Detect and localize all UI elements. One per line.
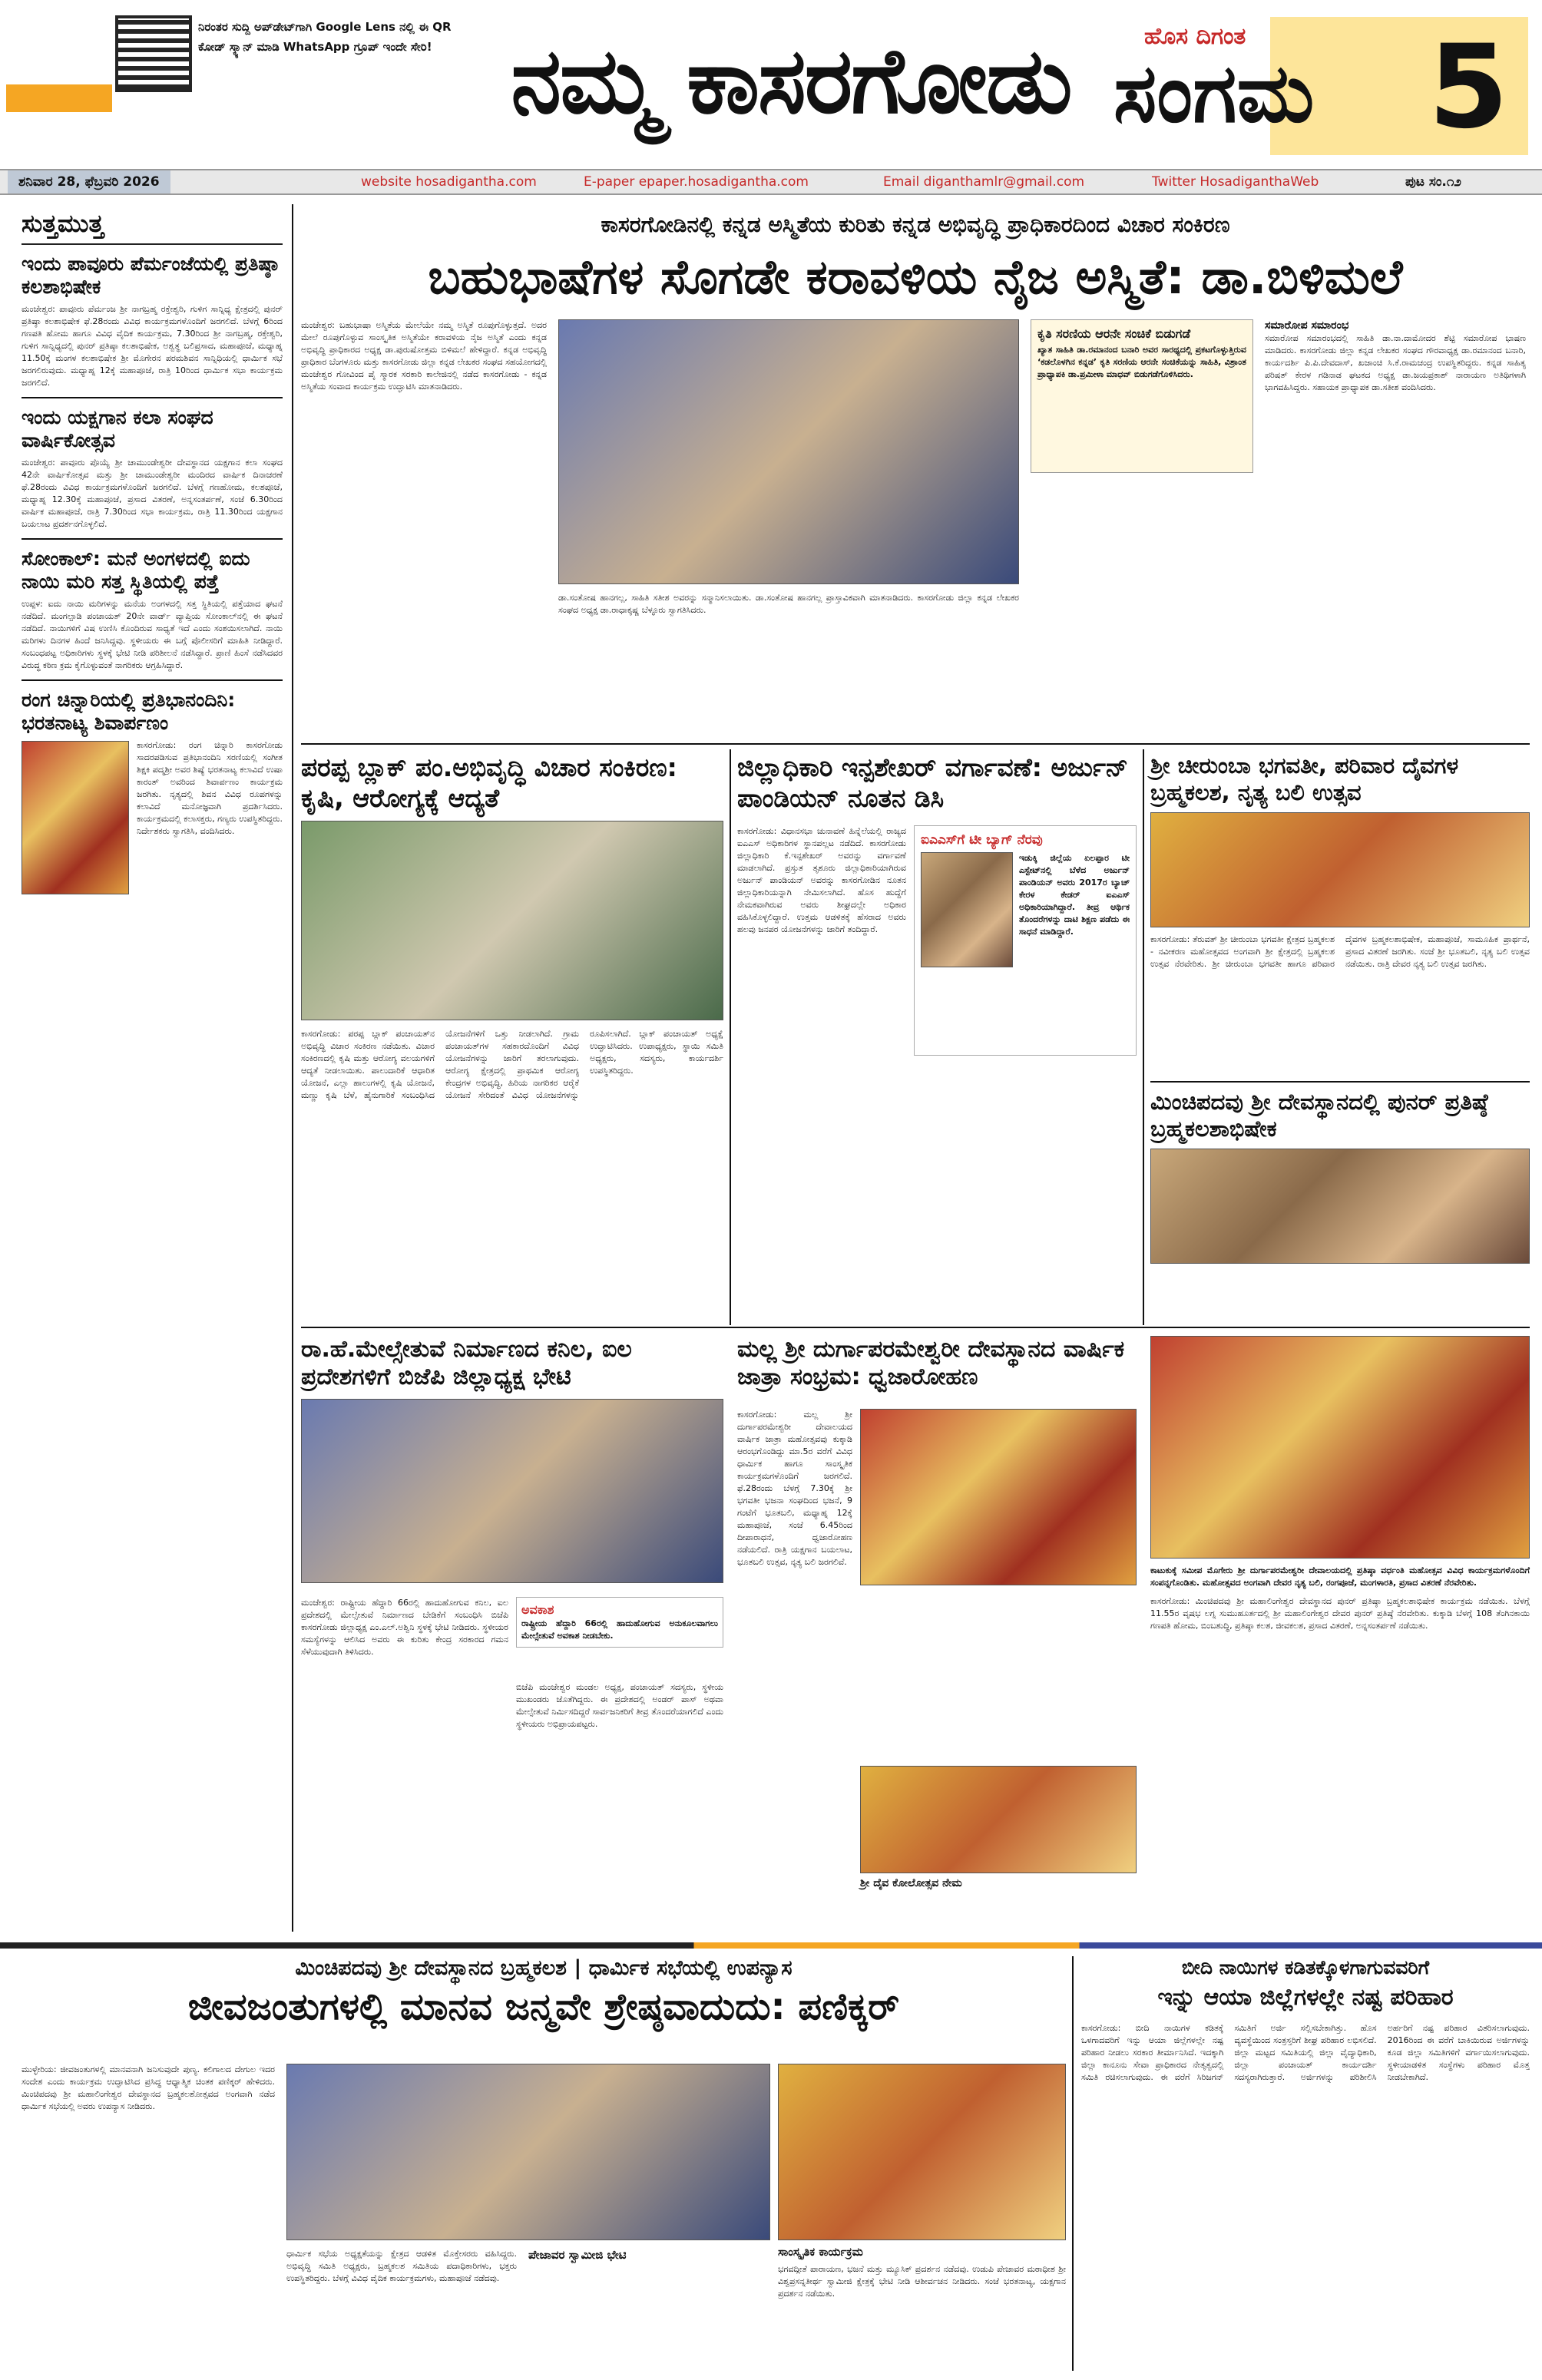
- info-bar: [0, 169, 1542, 195]
- page-count: ಪುಟ ಸಂ.೧೨: [1405, 174, 1461, 190]
- story-body: ಮಂಜೇಶ್ವರ: ಪಾವೂರು ಪೆರ್ಮಂಜ ಶ್ರೀ ನಾಗಬ್ರಹ್ಮ ರಕ್ತೇಶ್ವರಿ, ಗುಳಿಗ ಸಾನ್ನಿಧ್ಯ ಕ್ಷೇತ್ರದಲ್ಲಿ ಪುನರ್ ಪ್ರತಿಷ್ಠಾ ಕಲಶಾಭಿಷೇಕ ಫೆ.28ರಂದು ವಿವಿಧ ಕಾರ್ಯಕ್ರಮಗಳೊಂದಿಗೆ ಜರಗಲಿದೆ. ಬೆಳಗ್ಗೆ 6ರಿಂದ ಗಣಪತಿ ಹೋಮ ಹಾಗೂ ವಿವಿಧ ವೈದಿಕ ಕಾರ್ಯಕ್ರಮ, 7.30ರಿಂದ ಶ್ರೀ ನಾಗಬ್ರಹ್ಮ, ರಕ್ತೇಶ್ವರಿ, ಗುಳಿಗ ಸಾನ್ನಿಧ್ಯದಲ್ಲಿ ಪುನರ್ ಪ್ರತಿಷ್ಠಾ ಕಲಶಾಭಿಷೇಕ, ಅಶ್ವತ್ಥ ಬಲಿಪ್ರಸಾದ, ಮಹಾಪೂಜೆ, ಮಧ್ಯಾಹ್ನ 11.50ಕ್ಕೆ ಮಂಗಳ ಕಲಶಾಭಿಷೇಕ ಶ್ರೀ ಮೊಗೇರನ ಪರಮಶಿವನ ಸಾನ್ನಿಧಿಯಲ್ಲಿ ಧಾರ್ಮಿಕ ಸಭೆ ಜರಗಲಿರುವುದು. ಮಧ್ಯಾಹ್ನ 12ಕ್ಕೆ ಮಹಾಪೂಜೆ, ರಾತ್ರಿ 10ರಿಂದ ಧಾರ್ಮಿಕ ಸಭಾ ಕಾರ್ಯಕ್ರಮ ಜರಗಲಿದೆ.: [22, 304, 283, 388]
- orange-block: [6, 84, 112, 112]
- email[interactable]: Email diganthamlr@gmail.com: [883, 174, 1085, 190]
- box-body: ರಾಷ್ಟ್ರೀಯ ಹೆದ್ದಾರಿ 66ರಲ್ಲಿ ಹಾದುಹೋಗುವ ಅನುಕೂಲವಾಗಲು ಮೇಲ್ಸೇತುವೆ ಅವಕಾಶ ನೀಡಬೇಕು.: [521, 1618, 718, 1641]
- lead-story: [301, 204, 1530, 742]
- bottom-kicker: ಮಿಂಚಿಪದವು ಶ್ರೀ ದೇವಸ್ಥಾನದ ಬ್ರಹ್ಮಕಲಶ | ಧಾರ್ಮಿಕ ಸಭೆಯಲ್ಲಿ ಉಪನ್ಯಾಸ: [295, 1956, 793, 1980]
- brand-large: ಸಂಗಮ: [1113, 46, 1315, 140]
- story-body: ಕಾಸರಗೋಡು: ರಂಗ ಚಿನ್ನಾರಿ ಕಾಸರಗೋಡು ಸಾದರಪಡಿಸುವ ಪ್ರತಿಭಾನಂದಿನಿ ಸರಣಿಯಲ್ಲಿ ಸಂಗೀತ ಶಿಕ್ಷಕಿ ಪದ್ಮಶ್ರೀ ಅವರ ಶಿಷ್ಯೆ ಭರತನಾಟ್ಯ ಕಲಾವಿದೆ ಉಷಾ ಕಾರಂತ್ ಅವರಿಂದ ಶಿವಾರ್ಪಣಂ ಕಾರ್ಯಕ್ರಮ ಜರಗಿತು. ನೃತ್ಯದಲ್ಲಿ ಶಿವನ ವಿವಿಧ ರೂಪಗಳನ್ನು ಕಲಾವಿದೆ ಮನೋಜ್ಞವಾಗಿ ಪ್ರದರ್ಶಿಸಿದರು. ಕಾರ್ಯಕ್ರಮದಲ್ಲಿ ಕಲಾಸಕ್ತರು, ಗಣ್ಯರು ಉಪಸ್ಥಿತರಿದ್ದರು. ನಿರ್ದೇಶಕರು ಸ್ವಾಗತಿಸಿ, ವಂದಿಸಿದರು.: [137, 740, 283, 836]
- website[interactable]: website hosadigantha.com: [361, 174, 537, 190]
- story-photo: [860, 1409, 1137, 1585]
- story-block: [1150, 752, 1530, 1075]
- side-body: ಕಾಸರಗೋಡು: ಬೀದಿ ನಾಯಿಗಳ ಕಡಿತಕ್ಕೆ ಒಳಗಾದವರಿಗೆ ಇನ್ನು ಆಯಾ ಜಿಲ್ಲೆಗಳಲ್ಲೇ ನಷ್ಟ ಪರಿಹಾರ ನೀಡಲು ಸರಕಾರ ತೀರ್ಮಾನಿಸಿದೆ. ಇದಕ್ಕಾಗಿ ಜಿಲ್ಲಾ ಕಾನೂನು ಸೇವಾ ಪ್ರಾಧಿಕಾರದ ನೇತೃತ್ವದಲ್ಲಿ ಸಮಿತಿ ರಚಿಸಲಾಗುವುದು. ಈ ವರೆಗೆ ಸಿರಿಜಗನ್ ಸಮಿತಿಗೆ ಅರ್ಜಿ ಸಲ್ಲಿಸಬೇಕಾಗಿತ್ತು. ಹೊಸ ವ್ಯವಸ್ಥೆಯಿಂದ ಸಂತ್ರಸ್ತರಿಗೆ ಶೀಘ್ರ ಪರಿಹಾರ ಲಭಿಸಲಿದೆ. ಜಿಲ್ಲಾ ಮಟ್ಟದ ಸಮಿತಿಯಲ್ಲಿ ಜಿಲ್ಲಾ ವೈದ್ಯಾಧಿಕಾರಿ, ಜಿಲ್ಲಾ ಪಂಚಾಯತ್ ಕಾರ್ಯದರ್ಶಿ ಸದಸ್ಯರಾಗಿರುತ್ತಾರೆ. ಅರ್ಜಿಗಳನ್ನು ಪರಿಶೀಲಿಸಿ ಅರ್ಹರಿಗೆ ನಷ್ಟ ಪರಿಹಾರ ವಿತರಿಸಲಾಗುವುದು. 2016ರಿಂದ ಈ ವರೆಗೆ ಬಾಕಿಯಿರುವ ಅರ್ಜಿಗಳನ್ನು ಕೂಡ ಜಿಲ್ಲಾ ಸಮಿತಿಗಳಿಗೆ ವರ್ಗಾಯಿಸಲಾಗುವುದು. ಸ್ಥಳೀಯಾಡಳಿತ ಸಂಸ್ಥೆಗಳು ಪರಿಹಾರ ಮೊತ್ತ ನೀಡಬೇಕಾಗಿದೆ.: [1081, 2023, 1530, 2082]
- info-box: [516, 1597, 723, 1648]
- lead-headline: ಬಹುಭಾಷೆಗಳ ಸೊಗಡೇ ಕರಾವಳಿಯ ನೈಜ ಅಸ್ಮಿತೆ: ಡಾ.ಬಿಳಿಮಲೆ: [428, 249, 1403, 305]
- box-body: ಇಡುಕ್ಕಿ ಜಿಲ್ಲೆಯ ಏಲಪ್ಪಾರ ಟೀ ಎಸ್ಟೇಟ್‌ನಲ್ಲಿ ಬೆಳೆದ ಅರ್ಜುನ್ ಪಾಂಡಿಯನ್ ಅವರು 2017ರ ಬ್ಯಾಚ್ ಕೇರಳ ಕೇಡರ್ ಐಎಎಸ್ ಅಧಿಕಾರಿಯಾಗಿದ್ದಾರೆ. ತೀವ್ರ ಆರ್ಥಿಕ ತೊಂದರೆಗಳನ್ನು ದಾಟಿ ಶಿಕ್ಷಣ ಪಡೆದು ಈ ಸಾಧನೆ ಮಾಡಿದ್ದಾರೆ.: [1019, 853, 1130, 937]
- bottom-photo: [286, 2064, 770, 2240]
- brand-small: ಹೊಸ ದಿಗಂತ: [1144, 23, 1246, 50]
- story-heading: ರಂಗ ಚಿನ್ನಾರಿಯಲ್ಲಿ ಪ್ರತಿಭಾನಂದಿನಿ: ಭರತನಾಟ್ಯ ಶಿವಾರ್ಪಣಂ: [22, 689, 236, 734]
- portrait-photo: [921, 852, 1013, 967]
- lead-photo: [558, 319, 1019, 584]
- story-block: [301, 1336, 723, 1935]
- lead-kicker: ಕಾಸರಗೋಡಿನಲ್ಲಿ ಕನ್ನಡ ಅಸ್ಮಿತೆಯ ಕುರಿತು ಕನ್ನಡ ಅಭಿವೃದ್ಧಿ ಪ್ರಾಧಿಕಾರದಿಂದ ವಿಚಾರ ಸಂಕಿರಣ: [301, 204, 1530, 246]
- story-block: [301, 752, 723, 1321]
- story-headline: ರಾ.ಹೆ.ಮೇಲ್ಸೇತುವೆ ನಿರ್ಮಾಣದ ಕನಿಲ, ಐಲ ಪ್ರದೇಶಗಳಿಗೆ ಬಿಜೆಪಿ ಜಿಲ್ಲಾಧ್ಯಕ್ಷ ಭೇಟಿ: [301, 1336, 632, 1390]
- bottom-headline: ಜೀವಜಂತುಗಳಲ್ಲಿ ಮಾನವ ಜನ್ಮವೇ ಶ್ರೇಷ್ಠವಾದುದು: ಪಣಿಕ್ಕರ್: [187, 1985, 900, 2029]
- twitter[interactable]: Twitter HosadiganthaWeb: [1152, 174, 1319, 190]
- story-photo-2: [860, 1766, 1137, 1873]
- sub-heading: ಸಮಾರೋಪ ಸಮಾರಂಭ: [1265, 319, 1349, 332]
- bottom-story: [22, 1956, 1066, 2371]
- story-heading: ಸೋಂಕಾಲ್: ಮನೆ ಅಂಗಳದಲ್ಲಿ ಐದು ನಾಯಿ ಮರಿ ಸತ್ತ ಸ್ಥಿತಿಯಲ್ಲಿ ಪತ್ತೆ: [22, 547, 250, 593]
- story-photo: [1150, 812, 1530, 927]
- epaper[interactable]: E-paper epaper.hosadigantha.com: [584, 174, 809, 190]
- divider-strip: [0, 1942, 1542, 1949]
- story-headline: ಜಿಲ್ಲಾಧಿಕಾರಿ ಇನ್ಪಶೇಖರ್ ವರ್ಗಾವಣೆ: ಅರ್ಜುನ್ ಪಾಂಡಿಯನ್ ನೂತನ ಡಿಸಿ: [737, 752, 1129, 813]
- section-label: ಸುತ್ತಮುತ್ತ: [22, 209, 283, 245]
- photo-caption: ಕಾಟುಕುಕ್ಕೆ ಸಮೀಪ ಮೊಗೇರು ಶ್ರೀ ದುರ್ಗಾಪರಮೇಶ್ವರೀ ದೇವಾಲಯದಲ್ಲಿ ಪ್ರತಿಷ್ಠಾ ವರ್ಧಂತಿ ಮಹೋತ್ಸವ ವಿವಿಧ ಕಾರ್ಯಕ್ರಮಗಳೊಂದಿಗೆ ಸಂಪನ್ನಗೊಂಡಿತು. ಮಹೋತ್ಸವದ ಅಂಗವಾಗಿ ದೇವರ ನೃತ್ಯ ಬಲಿ, ರಂಗಪೂಜೆ, ಮಂಗಳಾರತಿ, ಪ್ರಸಾದ ವಿತರಣೆ ನೆರವೇರಿತು.: [1150, 1565, 1530, 1588]
- bottom-sub: ಸಾಂಸ್ಕೃತಿಕ ಕಾರ್ಯಕ್ರಮ: [778, 2245, 863, 2259]
- box-body: ಖ್ಯಾತ ಸಾಹಿತಿ ಡಾ.ರಮಾನಂದ ಬನಾರಿ ಅವರ ಸಾರಥ್ಯದಲ್ಲಿ ಪ್ರಕಟಗೊಳ್ಳುತ್ತಿರುವ ‘ಕಡಲೊಳಗಿನ ಕನ್ನಡ’ ಕೃತಿ ಸರಣಿಯ ಆರನೇ ಸಂಚಿಕೆಯನ್ನು ಸಾಹಿತಿ, ವಿಶ್ರಾಂತ ಪ್ರಾಧ್ಯಾಪಕಿ ಡಾ.ಪ್ರಮೀಳಾ ಮಾಧವ್ ಬಿಡುಗಡೆಗೊಳಿಸಿದರು.: [1037, 345, 1246, 380]
- lead-body-right: [1265, 319, 1526, 688]
- dancer-photo: [22, 741, 129, 894]
- story-heading: ಇಂದು ಯಕ್ಷಗಾನ ಕಲಾ ಸಂಘದ ವಾರ್ಷಿಕೋತ್ಸವ: [22, 406, 213, 451]
- bottom-sub-2: ಪೇಜಾವರ ಸ್ವಾಮೀಜಿ ಭೇಟಿ: [528, 2248, 627, 2262]
- story-block: [1150, 1336, 1530, 1935]
- story-photo: [301, 821, 723, 1020]
- side-headline: ಇನ್ನು ಆಯಾ ಜಿಲ್ಲೆಗಳಲ್ಲೇ ನಷ್ಟ ಪರಿಹಾರ: [1157, 1984, 1454, 2011]
- story-headline: ಶ್ರೀ ಚೀರುಂಬಾ ಭಗವತೀ, ಪರಿವಾರ ದೈವಗಳ ಬ್ರಹ್ಮಕಲಶ, ನೃತ್ಯ ಬಲಿ ಉತ್ಸವ: [1150, 752, 1459, 805]
- story-block: [737, 752, 1137, 1321]
- story-block: [1150, 1089, 1530, 1319]
- story-headline: ಮಲ್ಲ ಶ್ರೀ ದುರ್ಗಾಪರಮೇಶ್ವರೀ ದೇವಸ್ಥಾನದ ವಾರ್ಷಿಕ ಜಾತ್ರಾ ಸಂಭ್ರಮ: ಧ್ವಜಾರೋಹಣ: [737, 1336, 1125, 1390]
- lead-caption: ಡಾ.ಸಂತೋಷ ಹಾನಗಲ್ಲ, ಸಾಹಿತಿ ಸತೀಶ ಅವರನ್ನು ಸನ್ಮಾನಿಸಲಾಯಿತು. ಡಾ.ಸಂತೋಷ ಹಾನಗಲ್ಲ ಪ್ರಾಸ್ತಾವಿಕವಾಗಿ ಮಾತನಾಡಿದರು. ಕಾಸರಗೋಡು ಜಿಲ್ಲಾ ಕನ್ನಡ ಲೇಖಕರ ಸಂಘದ ಅಧ್ಯಕ್ಷ ಡಾ.ರಾಧಾಕೃಷ್ಣ ಬೆಳ್ಳೂರು ಸ್ವಾಗತಿಸಿದರು.: [558, 593, 1019, 615]
- bottom-body-3: ಭಗವದ್ಗೀತೆ ಪಾರಾಯಣ, ಭಜನೆ ಮತ್ತು ಮ್ಯೂಸಿಕ್ ಪ್ರದರ್ಶನ ನಡೆದವು. ಉಡುಪಿ ಪೇಜಾವರ ಮಠಾಧೀಶ ಶ್ರೀ ವಿಶ್ವಪ್ರಸನ್ನತೀರ್ಥ ಸ್ವಾಮೀಜಿ ಕ್ಷೇತ್ರಕ್ಕೆ ಭೇಟಿ ನೀಡಿ ಆಶೀರ್ವಚನ ನೀಡಿದರು. ಸಂಜೆ ಭರತನಾಟ್ಯ, ಯಕ್ಷಗಾನ ಪ್ರದರ್ಶನ ನಡೆಯಿತು.: [778, 2264, 1066, 2299]
- qr-code[interactable]: [115, 15, 192, 92]
- side-kicker: ಬೀದಿ ನಾಯಿಗಳ ಕಡಿತಕ್ಕೊಳಗಾಗುವವರಿಗೆ: [1181, 1956, 1430, 1978]
- box-heading: ಐಎಎಸ್‌ಗೆ ಟೀ ಬ್ಯಾಗ್ ನೆರವು: [921, 832, 1043, 848]
- left-column: [22, 209, 283, 1936]
- masthead: [0, 0, 1542, 169]
- story-heading: ಇಂದು ಪಾವೂರು ಪೆರ್ಮಂಜೆಯಲ್ಲಿ ಪ್ರತಿಷ್ಠಾ ಕಲಶಾಭಿಷೇಕ: [22, 253, 279, 298]
- info-box: [914, 825, 1137, 1056]
- lead-body-2: ಸಮಾರೋಪ ಸಮಾರಂಭದಲ್ಲಿ ಸಾಹಿತಿ ಡಾ.ನಾ.ದಾಮೋದರ ಶೆಟ್ಟಿ ಸಮಾರೋಪ ಭಾಷಣ ಮಾಡಿದರು. ಕಾಸರಗೋಡು ಜಿಲ್ಲಾ ಕನ್ನಡ ಲೇಖಕರ ಸಂಘದ ಗೌರವಾಧ್ಯಕ್ಷ ಡಾ.ರಮಾನಂದ ಬನಾರಿ, ಕಾರ್ಯದರ್ಶಿ ಪಿ.ಪಿ.ದೇವದಾಸ್, ಖಜಾಂಚಿ ಸಿ.ಕೆ.ರಾಮಚಂದ್ರ ಉಪಸ್ಥಿತರಿದ್ದರು. ಕನ್ನಡ ಸಾಹಿತ್ಯ ಪರಿಷತ್ ಕೇರಳ ಗಡಿನಾಡ ಘಟಕದ ಅಧ್ಯಕ್ಷ ಡಾ.ಜಯಪ್ರಕಾಶ್ ನಾರಾಯಣ ಅತಿಥಿಗಳಾಗಿ ಭಾಗವಹಿಸಿದ್ದರು. ಸಹಾಯಕ ಪ್ರಾಧ್ಯಾಪಕ ಡಾ.ಸತೀಶ ವಂದಿಸಿದರು.: [1265, 332, 1526, 392]
- story-body: ಕಾಸರಗೋಡು: ಪರಪ್ಪ ಬ್ಲಾಕ್ ಪಂಚಾಯತ್‌ನ ಅಭಿವೃದ್ಧಿ ವಿಚಾರ ಸಂಕಿರಣ ನಡೆಯಿತು. ವಿಚಾರ ಸಂಕಿರಣದಲ್ಲಿ ಕೃಷಿ ಮತ್ತು ಆರೋಗ್ಯ ವಲಯಗಳಿಗೆ ಆದ್ಯತೆ ನೀಡಲಾಯಿತು. ಪಾಲುದಾರಿಕೆ ಆಧಾರಿತ ಯೋಜನೆ, ಎಲ್ಲಾ ಹಾಲುಗಳಲ್ಲಿ ಕೃಷಿ ಯೋಜನೆ, ಮಣ್ಣು ಕೃಷಿ ಬೆಳೆ, ಹೈನುಗಾರಿಕೆ ಸಂಬಂಧಿಸಿದ ಯೋಜನೆಗಳಿಗೆ ಒತ್ತು ನೀಡಲಾಗಿದೆ. ಗ್ರಾಮ ಪಂಚಾಯತ್‌ಗಳ ಸಹಕಾರದೊಂದಿಗೆ ವಿವಿಧ ಯೋಜನೆಗಳನ್ನು ಜಾರಿಗೆ ತರಲಾಗುವುದು. ಆರೋಗ್ಯ ಕ್ಷೇತ್ರದಲ್ಲಿ ಪ್ರಾಥಮಿಕ ಆರೋಗ್ಯ ಕೇಂದ್ರಗಳ ಅಭಿವೃದ್ಧಿ, ಹಿರಿಯ ನಾಗರಿಕರ ಆರೈಕೆ ಯೋಜನೆ ಸೇರಿದಂತೆ ವಿವಿಧ ಯೋಜನೆಗಳನ್ನು ರೂಪಿಸಲಾಗಿದೆ. ಬ್ಲಾಕ್ ಪಂಚಾಯತ್ ಅಧ್ಯಕ್ಷೆ ಉದ್ಘಾಟಿಸಿದರು. ಉಪಾಧ್ಯಕ್ಷರು, ಸ್ಥಾಯಿ ಸಮಿತಿ ಅಧ್ಯಕ್ಷರು, ಸದಸ್ಯರು, ಕಾರ್ಯದರ್ಶಿ ಉಪಸ್ಥಿತರಿದ್ದರು.: [301, 1029, 723, 1101]
- story-body: ಮಂಜೇಶ್ವರ: ಪಾವೂರು ಪೊಯ್ಯೆ ಶ್ರೀ ಚಾಮುಂಡೇಶ್ವರೀ ದೇವಸ್ಥಾನದ ಯಕ್ಷಗಾನ ಕಲಾ ಸಂಘದ 42ನೇ ವಾರ್ಷಿಕೋತ್ಸವ ಮತ್ತು ಶ್ರೀ ಚಾಮುಂಡೇಶ್ವರೀ ಮಂದಿರದ ವಾರ್ಷಿಕ ದಿನಾಚರಣೆ ಫೆ.28ರಂದು ವಿವಿಧ ಕಾರ್ಯಕ್ರಮಗಳೊಂದಿಗೆ ಜರಗಲಿದೆ. ಬೆಳಗ್ಗೆ ಗಣಹೋಮ, ಕಲಶಪೂಜೆ, ಮಧ್ಯಾಹ್ನ 12.30ಕ್ಕೆ ಮಹಾಪೂಜೆ, ಪ್ರಸಾದ ವಿತರಣೆ, ಅನ್ನಸಂತರ್ಪಣೆ, ಸಂಜೆ 6.30ರಿಂದ ವಾರ್ಷಿಕ ಮಹಾಪೂಜೆ, ರಾತ್ರಿ 7.30ರಿಂದ ಸಭಾ ಕಾರ್ಯಕ್ರಮ, ರಾತ್ರಿ 11.30ರಿಂದ ಯಕ್ಷಗಾನ ಬಯಲಾಟ ಪ್ರದರ್ಶನಗೊಳ್ಳಲಿದೆ.: [22, 458, 283, 529]
- story-photo: [1150, 1336, 1530, 1559]
- story-body: ಮಂಜೇಶ್ವರ: ರಾಷ್ಟ್ರೀಯ ಹೆದ್ದಾರಿ 66ರಲ್ಲಿ ಹಾದುಹೋಗುವ ಕನಿಲ, ಐಲ ಪ್ರದೇಶದಲ್ಲಿ ಮೇಲ್ಸೇತುವೆ ನಿರ್ಮಾಣದ ಬೇಡಿಕೆಗೆ ಸಂಬಂಧಿಸಿ ಬಿಜೆಪಿ ಕಾಸರಗೋಡು ಜಿಲ್ಲಾಧ್ಯಕ್ಷ ಎಂ.ಎಲ್.ಅಶ್ವಿನಿ ಸ್ಥಳಕ್ಕೆ ಭೇಟಿ ನೀಡಿದರು. ಸ್ಥಳೀಯರ ಸಮಸ್ಯೆಗಳನ್ನು ಆಲಿಸಿದ ಅವರು ಈ ಕುರಿತು ಕೇಂದ್ರ ಸರಕಾರದ ಗಮನ ಸೆಳೆಯುವುದಾಗಿ ತಿಳಿಸಿದರು.: [301, 1598, 508, 1657]
- box-heading: ಕೃತಿ ಸರಣಿಯ ಆರನೇ ಸಂಚಿಕೆ ಬಿಡುಗಡೆ: [1037, 326, 1191, 341]
- bottom-photo-2: [778, 2064, 1066, 2240]
- side-story: [1081, 1956, 1530, 2371]
- lead-body: ಮಂಜೇಶ್ವರ: ಬಹುಭಾಷಾ ಅಸ್ಮಿತೆಯ ಮೇಲೆಯೇ ನಮ್ಮ ಅಸ್ಮಿತೆ ರೂಪುಗೊಳ್ಳುತ್ತದೆ. ಅದರ ಮೇಲೆ ರೂಪುಗೊಳ್ಳುವ ಸಾಂಸ್ಕೃತಿಕ ಅಸ್ಮಿತೆಯೇ ಕರಾವಳಿಯ ನೈಜ ಅಸ್ಮಿತೆ ಎಂದು ಕನ್ನಡ ಅಭಿವೃದ್ಧಿ ಪ್ರಾಧಿಕಾರದ ಅಧ್ಯಕ್ಷ ಡಾ.ಪುರುಷೋತ್ತಮ ಬಿಳಿಮಲೆ ಹೇಳಿದ್ದಾರೆ. ಕನ್ನಡ ಅಭಿವೃದ್ಧಿ ಪ್ರಾಧಿಕಾರ ಬೆಂಗಳೂರು ಮತ್ತು ಕಾಸರಗೋಡು ಜಿಲ್ಲಾ ಕನ್ನಡ ಲೇಖಕರ ಸಂಘದ ಸಹಯೋಗದಲ್ಲಿ ಮಂಜೇಶ್ವರ ಗೋವಿಂದ ಪೈ ಸ್ಮಾರಕ ಸರಕಾರಿ ಕಾಲೇಜಿನಲ್ಲಿ ನಡೆದ ಕಾಸರಗೋಡು - ಕನ್ನಡ ಅಸ್ಮಿತೆಯ ಸಂವಾದ ಕಾರ್ಯಕ್ರಮ ಉದ್ಘಾಟಿಸಿ ಮಾತನಾಡಿದರು.: [301, 320, 547, 392]
- story-body: ಕಾಸರಗೋಡು: ಮಿಂಚಿಪದವು ಶ್ರೀ ಮಹಾಲಿಂಗೇಶ್ವರ ದೇವಸ್ಥಾನದ ಪುನರ್ ಪ್ರತಿಷ್ಠಾ ಬ್ರಹ್ಮಕಲಶಾಭಿಷೇಕ ಕಾರ್ಯಕ್ರಮ ನಡೆಯಿತು. ಬೆಳಗ್ಗೆ 11.55ರ ವೃಷಭ ಲಗ್ನ ಸುಮುಹೂರ್ತದಲ್ಲಿ ಶ್ರೀ ಮಹಾಲಿಂಗೇಶ್ವರ ದೇವರ ಪುನರ್ ಪ್ರತಿಷ್ಠೆ ನೆರವೇರಿತು. ಕುಕ್ಕಾಡಿ ಬೆಳಗ್ಗೆ 108 ತೆಂಗಿನಕಾಯಿ ಗಣಪತಿ ಹೋಮ, ಬಿಂಬಶುದ್ಧಿ, ಪ್ರತಿಷ್ಠಾ ಕಲಶ, ಜೀವಕಲಶ, ಪ್ರಸಾದ ವಿತರಣೆ, ಅನ್ನಸಂತರ್ಪಣೆ ನಡೆಯಿತು.: [1150, 1596, 1530, 1631]
- story-body: ಉಪ್ಪಳ: ಐದು ನಾಯಿ ಮರಿಗಳನ್ನು ಮನೆಯ ಅಂಗಳದಲ್ಲಿ ಸತ್ತ ಸ್ಥಿತಿಯಲ್ಲಿ ಪತ್ತೆಯಾದ ಘಟನೆ ನಡೆದಿದೆ. ಮಂಗಲ್ಪಾಡಿ ಪಂಚಾಯತ್ 20ನೇ ವಾರ್ಡ್ ವ್ಯಾಪ್ತಿಯ ಸೋಂಕಾಲ್‌ನಲ್ಲಿ ಈ ಘಟನೆ ನಡೆದಿದೆ. ನಾಯಿಗಳಿಗೆ ವಿಷ ಉಣಿಸಿ ಕೊಂದಿರುವ ಸಾಧ್ಯತೆ ಇದೆ ಎಂದು ಸಂಶಯಿಸಲಾಗಿದೆ. ನಾಯಿ ಮರಿಗಳು ದಿನಗಳ ಹಿಂದೆ ಜನಿಸಿದ್ದವು. ಸ್ಥಳೀಯರು ಈ ಬಗ್ಗೆ ಪೊಲೀಸರಿಗೆ ಮಾಹಿತಿ ನೀಡಿದ್ದಾರೆ. ಸಂಬಂಧಪಟ್ಟ ಅಧಿಕಾರಿಗಳು ಸ್ಥಳಕ್ಕೆ ಭೇಟಿ ನೀಡಿ ಪರಿಶೀಲನೆ ನಡೆಸಿದ್ದಾರೆ. ಪ್ರಾಣಿ ಹಿಂಸೆ ನಡೆಸಿದವರ ವಿರುದ್ಧ ಕಠಿಣ ಕ್ರಮ ಕೈಗೊಳ್ಳುವಂತೆ ನಾಗರಿಕರು ಆಗ್ರಹಿಸಿದ್ದಾರೆ.: [22, 599, 283, 670]
- story-body: ಕಾಸರಗೋಡು: ತೆರುವತ್ ಶ್ರೀ ಚೀರುಂಬಾ ಭಗವತೀ ಕ್ಷೇತ್ರದ ಬ್ರಹ್ಮಕಲಶ - ನವೀಕರಣ ಮಹೋತ್ಸವದ ಅಂಗವಾಗಿ ಶ್ರೀ ಕ್ಷೇತ್ರದಲ್ಲಿ ಬ್ರಹ್ಮಕಲಶ ಉತ್ಸವ ನೆರವೇರಿತು. ಶ್ರೀ ಚೀರುಂಬಾ ಭಗವತೀ ಹಾಗೂ ಪರಿವಾರ ದೈವಗಳ ಬ್ರಹ್ಮಕಲಶಾಭಿಷೇಕ, ಮಹಾಪೂಜೆ, ಸಾಮೂಹಿಕ ಪ್ರಾರ್ಥನೆ, ಪ್ರಸಾದ ವಿತರಣೆ ಜರಗಿತು. ಸಂಜೆ ಶ್ರೀ ಭೂತಬಲಿ, ನೃತ್ಯ ಬಲಿ ಉತ್ಸವ ನಡೆಯಿತು. ರಾತ್ರಿ ದೇವರ ನೃತ್ಯ ಬಲಿ ಉತ್ಸವ ಜರಗಿತು.: [1150, 934, 1530, 969]
- story-body-2: ಬಿಜೆಪಿ ಮಂಜೇಶ್ವರ ಮಂಡಲ ಅಧ್ಯಕ್ಷ, ಪಂಚಾಯತ್ ಸದಸ್ಯರು, ಸ್ಥಳೀಯ ಮುಖಂಡರು ಜೊತೆಗಿದ್ದರು. ಈ ಪ್ರದೇಶದಲ್ಲಿ ಅಂಡರ್ ಪಾಸ್ ಅಥವಾ ಮೇಲ್ಸೇತುವೆ ನಿರ್ಮಿಸದಿದ್ದರೆ ಸಾರ್ವಜನಿಕರಿಗೆ ತೀವ್ರ ತೊಂದರೆಯಾಗಲಿದೆ ಎಂದು ಸ್ಥಳೀಯರು ಅಭಿಪ್ರಾಯಪಟ್ಟರು.: [516, 1682, 723, 1729]
- date: ಶನಿವಾರ 28, ಫೆಬ್ರವರಿ 2026: [8, 170, 170, 193]
- story-block: [737, 1336, 1137, 1935]
- page-title: ನಮ್ಮ ಕಾಸರಗೋಡು: [511, 28, 1071, 134]
- bottom-body-2: ಧಾರ್ಮಿಕ ಸಭೆಯ ಅಧ್ಯಕ್ಷತೆಯನ್ನು ಕ್ಷೇತ್ರದ ಆಡಳಿತ ಮೊಕ್ತೇಸರರು ವಹಿಸಿದ್ದರು. ಅಭಿವೃದ್ಧಿ ಸಮಿತಿ ಅಧ್ಯಕ್ಷರು, ಬ್ರಹ್ಮಕಲಶ ಸಮಿತಿಯ ಪದಾಧಿಕಾರಿಗಳು, ಭಕ್ತರು ಉಪಸ್ಥಿತರಿದ್ದರು. ಬೆಳಗ್ಗೆ ವಿವಿಧ ವೈದಿಕ ಕಾರ್ಯಕ್ರಮಗಳು, ಮಹಾಪೂಜೆ ನಡೆದವು.: [286, 2249, 517, 2283]
- story-headline: ಪರಪ್ಪ ಬ್ಲಾಕ್ ಪಂ.ಅಭಿವೃದ್ಧಿ ವಿಚಾರ ಸಂಕಿರಣ: ಕೃಷಿ, ಆರೋಗ್ಯಕ್ಕೆ ಆದ್ಯತೆ: [301, 752, 677, 813]
- story-photo: [301, 1399, 723, 1583]
- photo-caption: ಶ್ರೀ ದೈವ ಕೋಲೋತ್ಸವ ನೇಮ: [860, 1877, 962, 1889]
- page-number: 5: [1428, 21, 1509, 154]
- story-body: ಕಾಸರಗೋಡು: ವಿಧಾನಸಭಾ ಚುನಾವಣೆ ಹಿನ್ನೆಲೆಯಲ್ಲಿ ರಾಜ್ಯದ ಐಎಎಸ್ ಅಧಿಕಾರಿಗಳ ಸ್ಥಾನಪಲ್ಲಟ ನಡೆದಿದೆ. ಕಾಸರಗೋಡು ಜಿಲ್ಲಾಧಿಕಾರಿ ಕೆ.ಇನ್ಪಶೇಖರ್ ಅವರನ್ನು ವರ್ಗಾವಣೆ ಮಾಡಲಾಗಿದೆ. ಪ್ರಸ್ತುತ ತೃಶೂರು ಜಿಲ್ಲಾಧಿಕಾರಿಯಾಗಿರುವ ಅರ್ಜುನ್ ಪಾಂಡಿಯನ್ ಅವರನ್ನು ಕಾಸರಗೋಡಿನ ನೂತನ ಜಿಲ್ಲಾಧಿಕಾರಿಯನ್ನಾಗಿ ನೇಮಿಸಲಾಗಿದೆ. ಹೊಸ ಹುದ್ದೆಗೆ ನೇಮಕವಾಗಿರುವ ಅವರು ಶೀಘ್ರದಲ್ಲೇ ಅಧಿಕಾರ ವಹಿಸಿಕೊಳ್ಳಲಿದ್ದಾರೆ. ಉತ್ತಮ ಆಡಳಿತಕ್ಕೆ ಹೆಸರಾದ ಅವರು ಹಲವು ಜನಪರ ಯೋಜನೆಗಳನ್ನು ಜಾರಿಗೆ ತಂದಿದ್ದಾರೆ.: [737, 826, 906, 934]
- bottom-body: ಮುಳ್ಳೇರಿಯ: ಜೀವಜಂತುಗಳಲ್ಲಿ ಮಾನವನಾಗಿ ಜನಿಸುವುದೇ ಪುಣ್ಯ. ಕಲಿಗಾಲದ ದೇಗುಲ ಇದರ ಸಂದೇಶ ಎಂದು ಕಾರ್ಯಕ್ರಮ ಉದ್ಘಾಟಿಸಿದ ಪ್ರಸಿದ್ಧ ಆಧ್ಯಾತ್ಮಿಕ ಚಿಂತಕ ಪಣಿಕ್ಕರ್ ಹೇಳಿದರು. ಮಿಂಚಿಪದವು ಶ್ರೀ ಮಹಾಲಿಂಗೇಶ್ವರ ದೇವಸ್ಥಾನದ ಬ್ರಹ್ಮಕಲಶೋತ್ಸವದ ಅಂಗವಾಗಿ ನಡೆದ ಧಾರ್ಮಿಕ ಸಭೆಯಲ್ಲಿ ಅವರು ಉಪನ್ಯಾಸ ನೀಡಿದರು.: [22, 2064, 275, 2111]
- lead-box: [1031, 319, 1253, 473]
- qr-text: ನಿರಂತರ ಸುದ್ದಿ ಅಪ್‌ಡೇಟ್‌ಗಾಗಿ Google Lens ನಲ್ಲಿ ಈ QR ಕೋಡ್ ಸ್ಕ್ಯಾನ್ ಮಾಡಿ WhatsApp ಗ್ರೂಪ್ ಇಂದೇ ಸೇರಿ!: [198, 20, 452, 54]
- story-photo: [1150, 1149, 1530, 1264]
- box-heading: ಅವಕಾಶ: [521, 1602, 554, 1617]
- story-body: ಕಾಸರಗೋಡು: ಮಲ್ಲ ಶ್ರೀ ದುರ್ಗಾಪರಮೇಶ್ವರೀ ದೇವಾಲಯದ ವಾರ್ಷಿಕ ಜಾತ್ರಾ ಮಹೋತ್ಸವವು ಕುಕ್ಕಾಡಿ ಆರಂಭಗೊಂಡಿದ್ದು ಮಾ.5ರ ವರೆಗೆ ವಿವಿಧ ಧಾರ್ಮಿಕ ಹಾಗೂ ಸಾಂಸ್ಕೃತಿಕ ಕಾರ್ಯಕ್ರಮಗಳೊಂದಿಗೆ ಜರಗಲಿದೆ. ಫೆ.28ರಂದು ಬೆಳಗ್ಗೆ 7.30ಕ್ಕೆ ಶ್ರೀ ಭಗವತೀ ಭಜನಾ ಸಂಘದಿಂದ ಭಜನೆ, 9 ಗಂಟೆಗೆ ಭೂತಬಲಿ, ಮಧ್ಯಾಹ್ನ 12ಕ್ಕೆ ಮಹಾಪೂಜೆ, ಸಂಜೆ 6.45ರಿಂದ ದೀಪಾರಾಧನೆ, ಧ್ವಜಾರೋಹಣ ನಡೆಯಲಿದೆ. ರಾತ್ರಿ ಯಕ್ಷಗಾನ ಬಯಲಾಟ, ಭೂತಬಲಿ ಉತ್ಸವ, ನೃತ್ಯ ಬಲಿ ಜರಗಲಿವೆ.: [737, 1410, 852, 1567]
- story-headline: ಮಿಂಚಿಪದವು ಶ್ರೀ ದೇವಸ್ಥಾನದಲ್ಲಿ ಪುನರ್ ಪ್ರತಿಷ್ಠೆ ಬ್ರಹ್ಮಕಲಶಾಭಿಷೇಕ: [1150, 1089, 1488, 1142]
